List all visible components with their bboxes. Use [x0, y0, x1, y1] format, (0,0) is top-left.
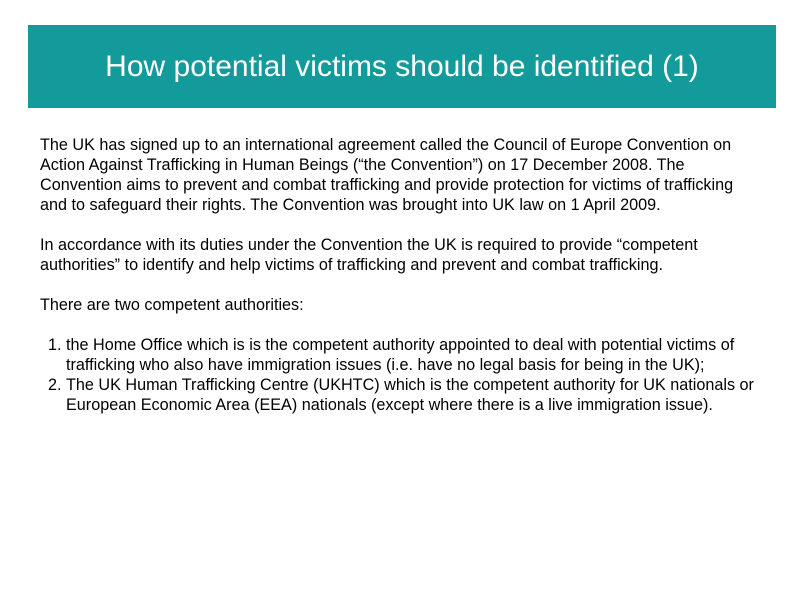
authorities-list [40, 335, 760, 415]
slide-content [40, 135, 760, 415]
list-item: 2. The UK Human Trafficking Centre (UKHTC) which is the competent authority for UK nationals or European Economic Area (EEA) nationals (except where there is a live immigration issue). [66, 375, 760, 415]
paragraph-convention: The UK has signed up to an international agreement called the Council of Europe Convention on Action Against Trafficking in Human Beings (“the Convention”) on 17 December 2008. The Convention aims to prevent and combat trafficking and provide protection for victims of trafficking and to safeguard their rights. The Convention was brought into UK law on 1 April 2009. [40, 136, 734, 214]
title-banner [28, 25, 776, 108]
slide-title: How potential victims should be identified (1) [105, 49, 699, 83]
paragraph-duties: In accordance with its duties under the Convention the UK is required to provide “competent authorities” to identify and help victims of trafficking and prevent and combat trafficking. [40, 236, 698, 274]
list-item: 1. the Home Office which is is the competent authority appointed to deal with potential victims of trafficking who also have immigration issues (i.e. have no legal basis for being in the UK); [66, 335, 760, 375]
paragraph-authorities-intro: There are two competent authorities: [40, 296, 304, 314]
